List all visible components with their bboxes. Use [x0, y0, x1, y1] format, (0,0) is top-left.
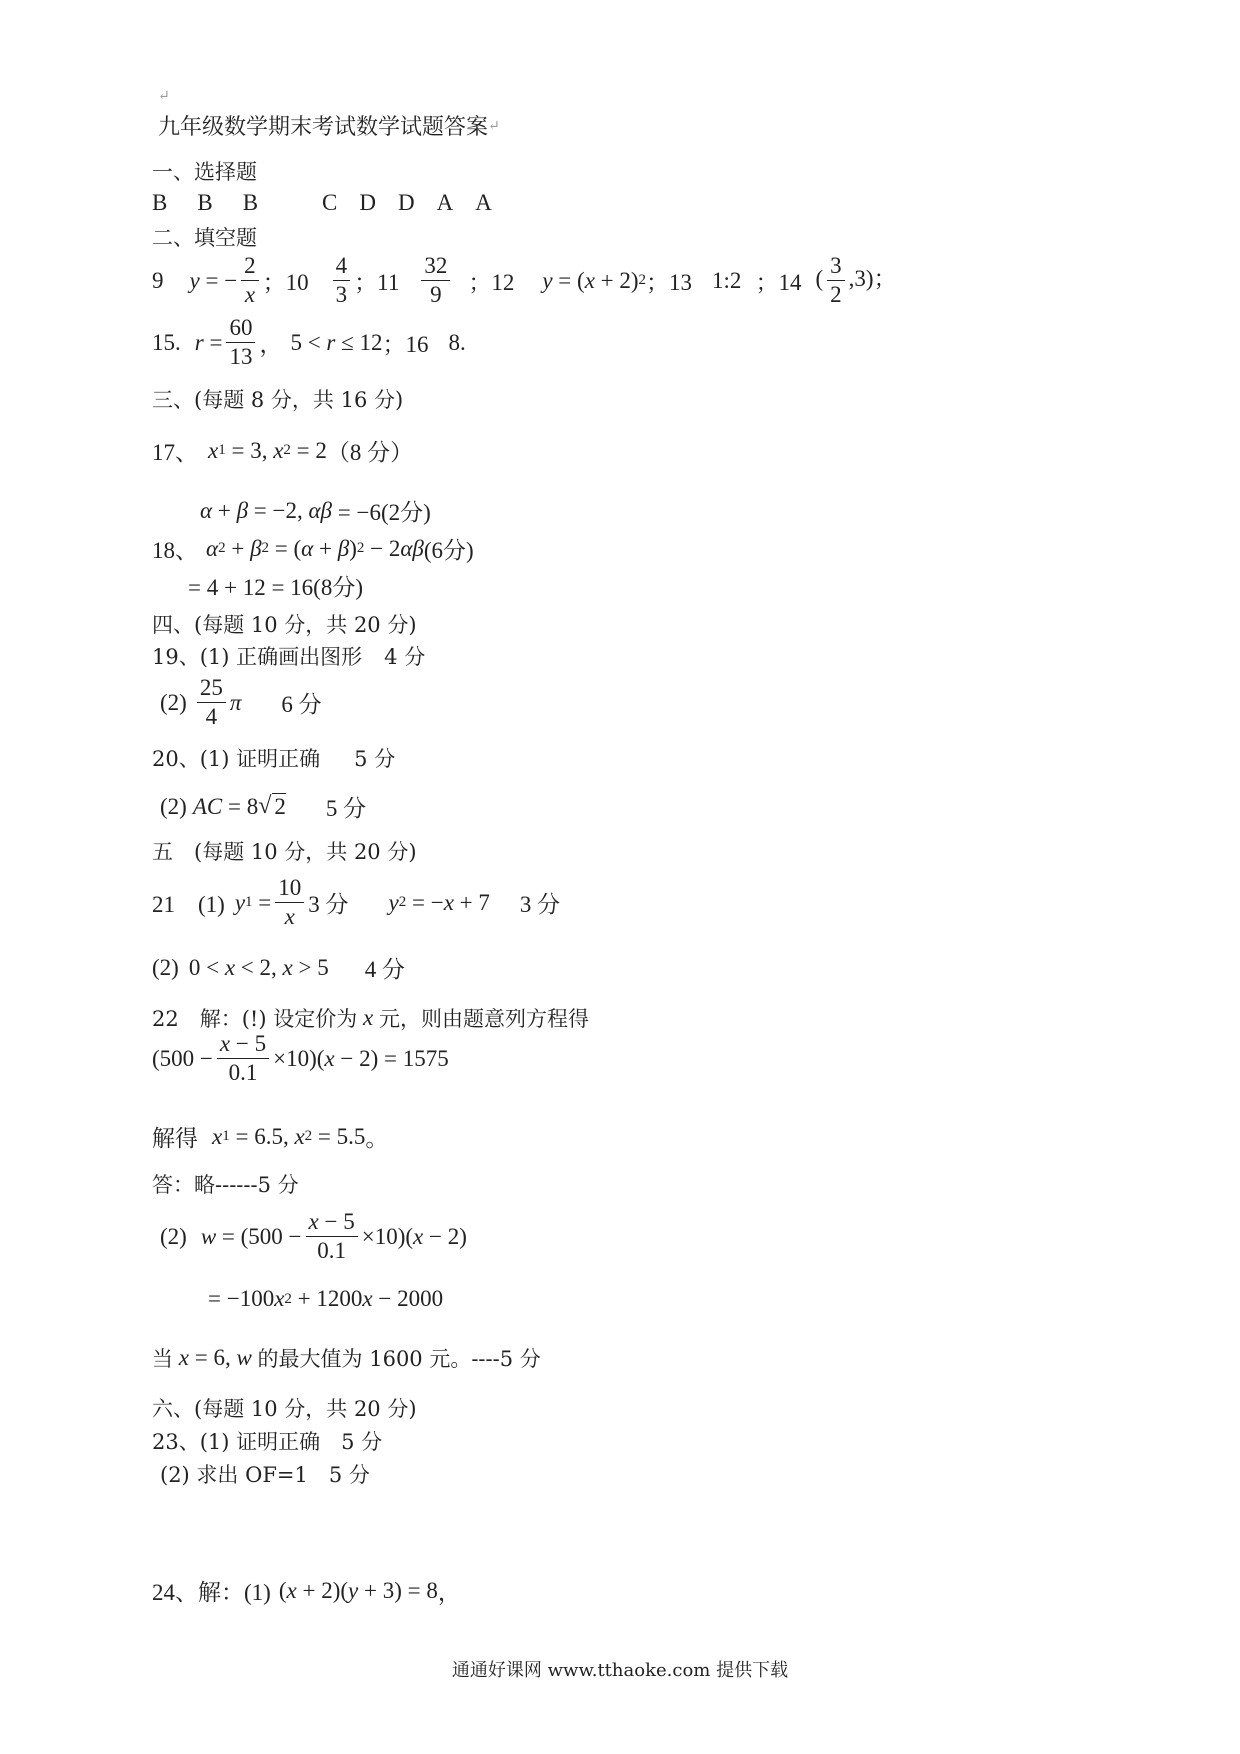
answer-4: C — [322, 190, 338, 215]
fill-answers-15-16: 15. r = $\frac{60}{13}$ ， 5 < r ≤ 12 ；16 8. — [152, 315, 466, 370]
q23-part-1: 23、(1) 证明正确 5 分 — [152, 1430, 383, 1454]
answer-8: A — [475, 190, 492, 215]
section-6-heading: 六、(每题 10 分，共 20 分) — [152, 1397, 417, 1421]
q20-part-1: 20、(1) 证明正确 5 分 — [152, 747, 396, 771]
q22-solution: 解得 x 1 = 6.5, x 2 = 5.5 。 — [152, 1123, 389, 1151]
q22-answer: 答：略------5 分 — [152, 1173, 299, 1197]
fill-answers-9-14: 9 y = − $\frac{2}{x}$ ；10 $\frac{4}{3}$ ；11 $\frac{32}{9}$ ；12 y = ( x + 2) 2 ；13 1:2 ；14 ( $\frac{3}{2}$ ,3)； — [152, 253, 897, 308]
q23-part-2: (2) 求出 OF=1 5 分 — [160, 1463, 370, 1487]
section-5-heading: 五 (每题 10 分，共 20 分) — [152, 840, 417, 864]
answer-1: B — [152, 190, 168, 215]
section-4-heading: 四、(每题 10 分，共 20 分) — [152, 613, 417, 637]
footer-credit: 通通好课网 www.tthaoke.com 提供下载 — [451, 1660, 789, 1681]
choice-answers — [152, 190, 492, 216]
q18-line-1: α + β = −2, αβ = −6(2分) — [200, 497, 431, 525]
q17-answer: 17、 x 1 = 3, x 2 = 2 （8 分） — [152, 437, 414, 465]
q21-part-2: (2) 0 < x < 2, x > 5 4 分 — [152, 954, 405, 982]
answer-5: D — [359, 190, 376, 215]
page-title: 九年级数学期末考试数学试题答案 ↵ — [158, 115, 500, 140]
q22-max-value: 当 x = 6, w 的最大值为 1600 元。----5 分 — [152, 1345, 541, 1371]
section-2-heading: 二、填空题 — [152, 226, 257, 250]
answer-3: B — [242, 190, 259, 215]
q18-line-2: 18、 α 2 + β 2 = ( α + β ) 2 − 2 αβ (6分) — [152, 535, 474, 563]
pilcrow-mark: ↵ — [158, 88, 170, 104]
q22-part-2: (2) w = (500 − $\frac{x - 5}{0.1}$ ×10)( x − 2) — [160, 1209, 467, 1264]
section-3-heading: 三、(每题 8 分，共 16 分) — [152, 388, 404, 412]
q22-statement: 22 解：(!) 设定价为 x 元，则由题意列方程得 — [152, 1005, 589, 1031]
q20-part-2: (2) AC = 8 √ 2 5 分 — [160, 793, 367, 821]
answer-7: A — [436, 190, 454, 215]
section-1-heading: 一、选择题 — [152, 160, 257, 184]
q19-part-1: 19、(1) 正确画出图形 4 分 — [152, 645, 426, 669]
q24-part-1: 24、解：(1) ( x + 2)( y + 3) = 8 ， — [152, 1577, 461, 1605]
answer-2: B — [197, 190, 213, 215]
q18-line-3: = 4 + 12 = 16(8分) — [188, 575, 363, 600]
q22-part-2-expansion: = −100 x 2 + 1200 x − 2000 — [208, 1286, 444, 1311]
q19-part-2: (2) $\frac{25}{4}$ π 6 分 — [160, 675, 322, 730]
q21-part-1: 21 (1) y 1 = $\frac{10}{x}$ 3 分 y 2 = − x + 7 3 分 — [152, 875, 561, 930]
q22-equation: (500 − $\frac{x - 5}{0.1}$ ×10)( x − 2) = 1575 — [152, 1031, 449, 1086]
answer-6: D — [398, 190, 415, 215]
